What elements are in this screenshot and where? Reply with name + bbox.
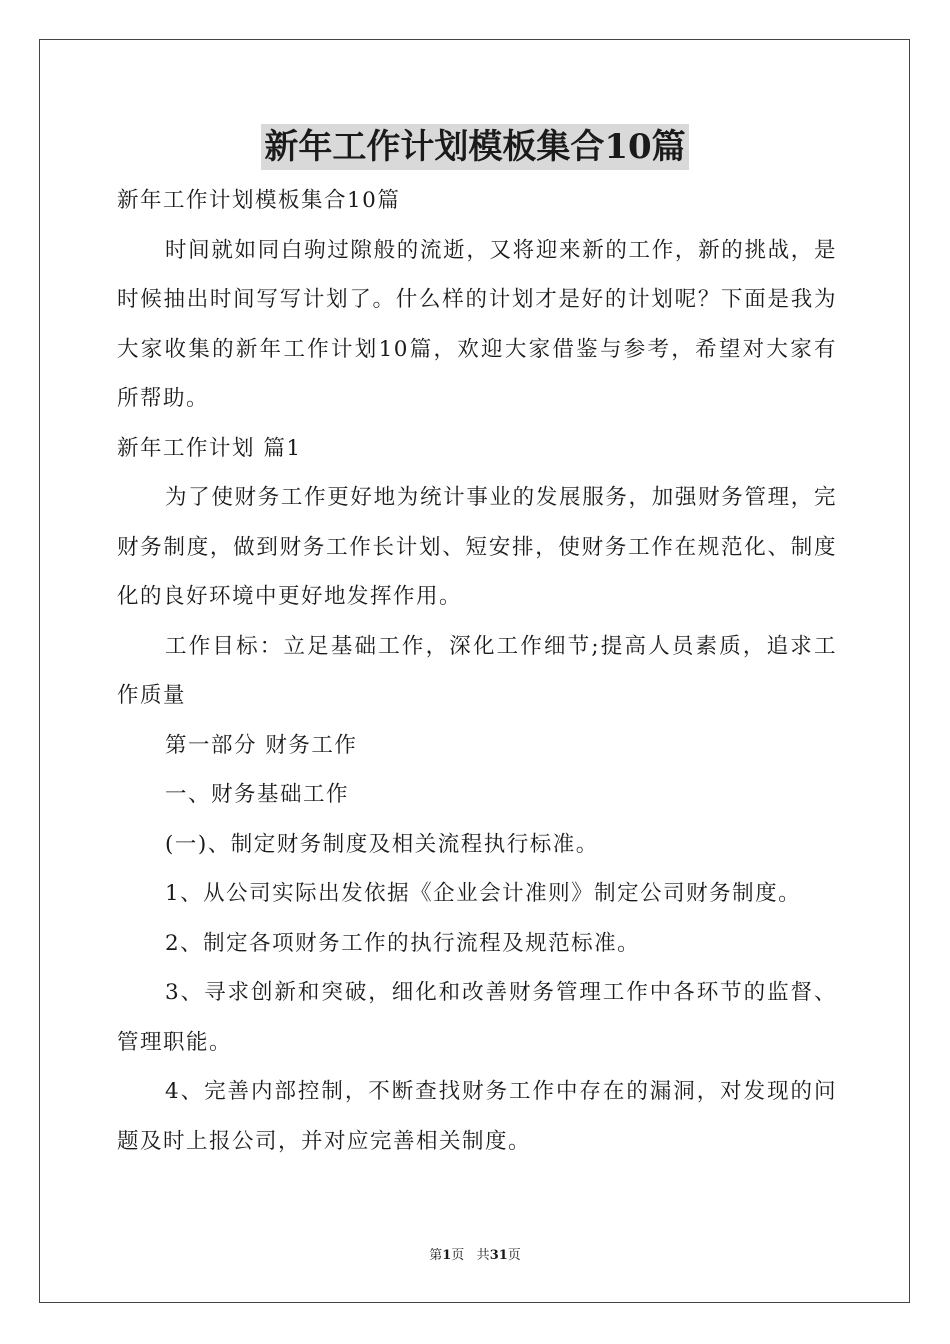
footer-prefix: 第 — [429, 1248, 443, 1263]
section-heading: 新年工作计划 篇1 — [117, 435, 302, 461]
footer-page-suffix: 页 — [451, 1248, 465, 1263]
footer-total-suffix: 页 — [507, 1248, 521, 1263]
list-item: 2、制定各项财务工作的执行流程及规范标准。 — [165, 930, 641, 956]
footer-total-prefix: 共 — [476, 1248, 490, 1263]
list-item: 1、从公司实际出发依据《企业会计准则》制定公司财务制度。 — [165, 881, 802, 906]
intro-paragraph: 时间就如同白驹过隙般的流逝，又将迎来新的工作，新的挑战，是时候抽出时间写写计划了。什么样的计划才是好的计划呢？下面是我为大家收集的新年工作计划10篇，欢迎大家借鉴与参考，希望对大家有所帮助。 — [117, 237, 837, 411]
page-footer — [0, 1246, 950, 1266]
list-item: 3、寻求创新和突破，细化和改善财务管理工作中各环节的监督、管理职能。 — [117, 980, 837, 1055]
body-paragraph: 工作目标：立足基础工作，深化工作细节;提高人员素质，追求工作质量 — [117, 633, 837, 708]
list-item: (一)、制定财务制度及相关流程执行标准。 — [165, 831, 599, 857]
total-pages-number: 31 — [489, 1248, 508, 1263]
subtitle-line: 新年工作计划模板集合10篇 — [117, 188, 401, 213]
part-heading: 第一部分 财务工作 — [165, 732, 358, 758]
document-body — [117, 176, 837, 1166]
body-paragraph: 为了使财务工作更好地为统计事业的发展服务，加强财务管理，完财务制度，做到财务工作长计划、短安排，使财务工作在规范化、制度化的良好环境中更好地发挥作用。 — [117, 485, 837, 609]
current-page-number: 1 — [442, 1248, 452, 1263]
title-wrap — [0, 124, 950, 170]
list-item: 4、完善内部控制，不断查找财务工作中存在的漏洞，对发现的问题及时上报公司，并对应完善相关制度。 — [117, 1079, 837, 1154]
document-title: 新年工作计划模板集合10篇 — [261, 124, 688, 170]
item-heading: 一、财务基础工作 — [165, 782, 350, 807]
